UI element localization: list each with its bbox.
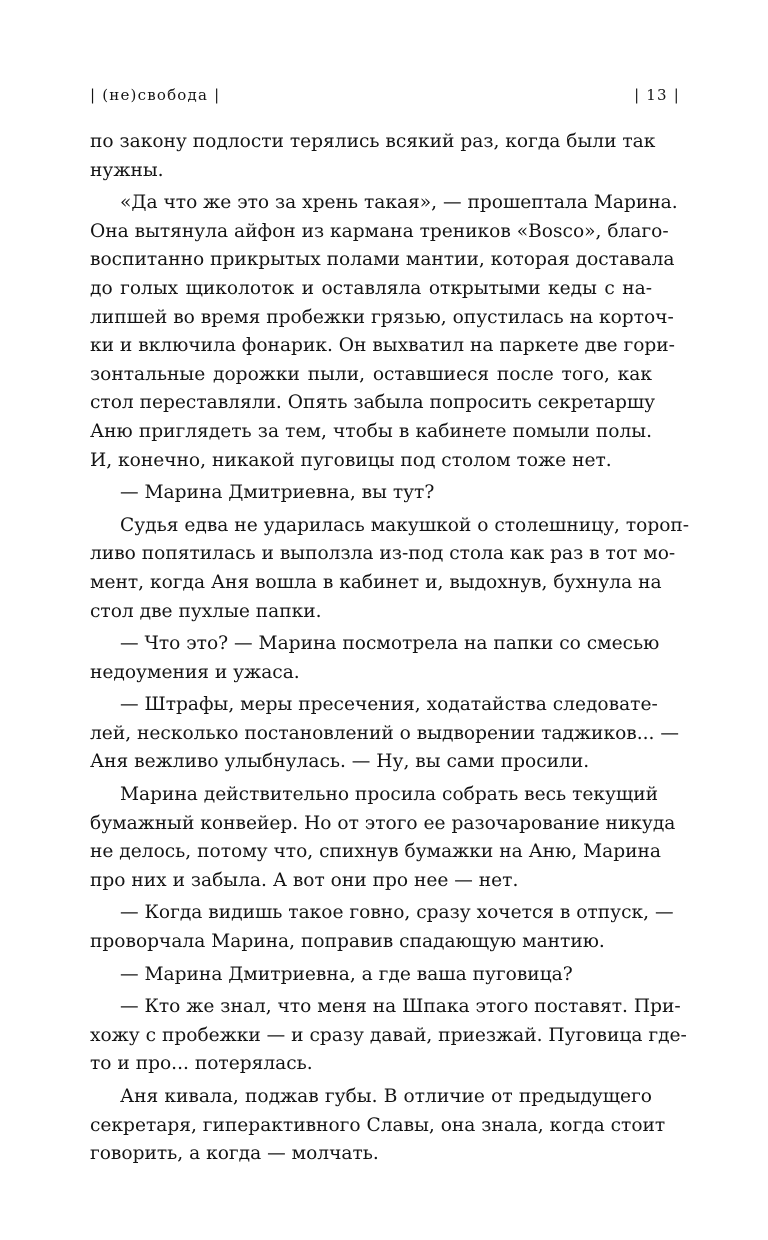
text-line: нужны.: [90, 159, 164, 181]
text-line: Аня кивала, поджав губы. В отличие от предыдущего: [120, 1086, 652, 1107]
text-line: лей, несколько постановлений о выдворении таджиков... —: [90, 722, 679, 744]
paragraph: [90, 899, 674, 956]
text-line: секретаря, гиперактивного Славы, она знала, когда стоит: [90, 1114, 666, 1136]
text-line: говорить, а когда — молчать.: [90, 1143, 379, 1165]
text-line: не делось, потому что, спихнув бумажки на Аню, Марина: [90, 841, 661, 863]
running-header: [90, 86, 680, 110]
text-line: стол переставляли. Опять забыла попросить секретаршу: [90, 392, 656, 414]
page-number: | 13 |: [634, 86, 680, 104]
text-line: — Когда видишь такое говно, сразу хочется в отпуск, —: [120, 902, 674, 924]
text-line: Аня вежливо улыбнулась. — Ну, вы сами просили.: [90, 751, 590, 773]
paragraph: [90, 512, 690, 626]
text-line: недоумения и ужаса.: [90, 661, 300, 683]
text-line: — Кто же знал, что меня на Шпака этого поставят. При-: [120, 996, 681, 1018]
text-line: «Да что же это за хрень такая», — прошептала Марина.: [120, 192, 678, 214]
text-line: про них и забыла. А вот они про нее — нет.: [90, 869, 519, 891]
text-line: воспитанно прикрытых полами мантии, которая доставала: [90, 249, 675, 271]
text-line: стол две пухлые папки.: [90, 600, 322, 622]
paragraph: [90, 479, 652, 508]
running-title: | (не)свобода |: [90, 86, 221, 104]
text-line: по закону подлости терялись всякий раз, когда были так: [90, 131, 656, 152]
text-line: Аню приглядеть за тем, чтобы в кабинете помыли полы.: [90, 420, 652, 442]
text-line: то и про... потерялась.: [90, 1053, 313, 1075]
text-line: — Что это? — Марина посмотрела на папки со смесью: [120, 633, 660, 655]
body-text: [90, 128, 690, 1169]
paragraph: [90, 189, 678, 475]
paragraph: [90, 128, 656, 185]
paragraph: [90, 993, 687, 1079]
paragraph: [90, 630, 660, 687]
text-line: мент, когда Аня вошла в кабинет и, выдохнув, бухнула на: [90, 571, 662, 593]
text-line: Судья едва не ударилась макушкой о столешницу, тороп-: [120, 514, 690, 536]
text-line: Марина действительно просила собрать весь текущий: [120, 784, 658, 806]
text-line: — Марина Дмитриевна, а где ваша пуговица?: [120, 963, 573, 985]
paragraph: [90, 691, 679, 777]
text-line: липшей во время пробежки грязью, опустилась на корточ-: [90, 306, 674, 328]
text-line: — Марина Дмитриевна, вы тут?: [120, 482, 435, 504]
text-line: проворчала Марина, поправив спадающую мантию.: [90, 931, 605, 953]
paragraph: [90, 961, 652, 990]
text-line: ливо попятилась и выползла из-под стола как раз в тот мо-: [90, 543, 676, 565]
text-line: ки и включила фонарик. Он выхватил на паркете две гори-: [90, 335, 675, 357]
paragraph: [90, 781, 676, 895]
paragraph: [90, 1083, 666, 1169]
text-line: И, конечно, никакой пуговицы под столом тоже нет.: [90, 449, 612, 471]
text-line: до голых щиколоток и оставляла открытыми кеды с на-: [90, 277, 652, 299]
text-line: Она вытянула айфон из кармана треников «Bosco», благо-: [90, 220, 669, 242]
text-line: бумажный конвейер. Но от этого ее разочарование никуда: [90, 812, 676, 834]
text-line: зонтальные дорожки пыли, оставшиеся после того, как: [90, 363, 652, 385]
text-line: хожу с пробежки — и сразу давай, приезжай. Пуговица где-: [90, 1024, 687, 1046]
text-line: — Штрафы, меры пресечения, ходатайства следовате-: [120, 694, 658, 716]
